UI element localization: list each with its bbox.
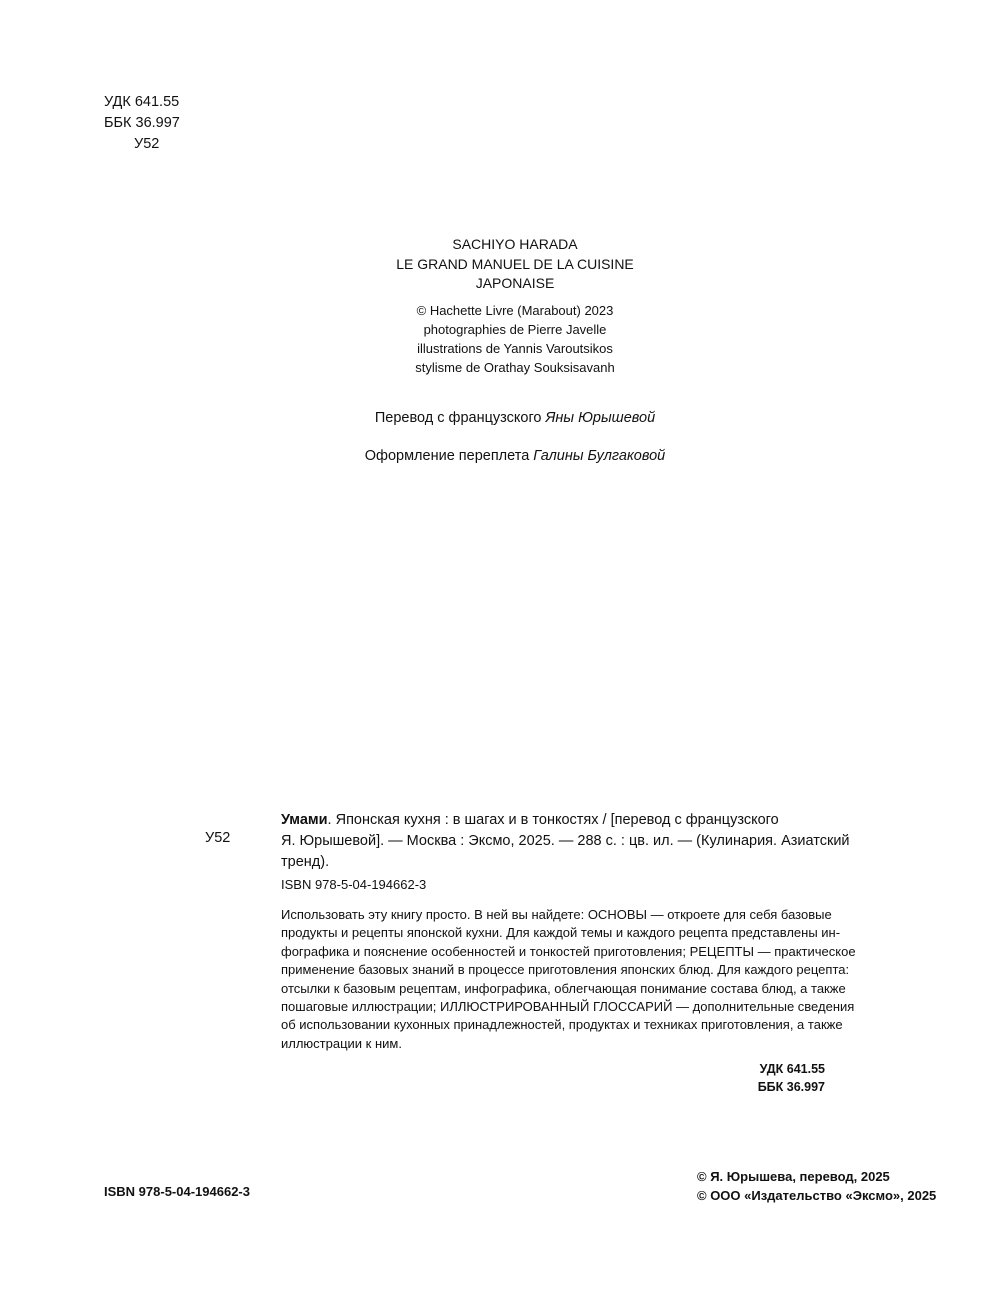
original-author: SACHIYO HARADA bbox=[452, 236, 578, 252]
biblio-line3: тренд). bbox=[281, 854, 330, 870]
illustration-credit: illustrations de Yannis Varoutsikos bbox=[417, 341, 613, 356]
original-credits bbox=[0, 301, 1000, 377]
cover-design-prefix: Оформление переплета bbox=[364, 448, 534, 464]
biblio-line1 bbox=[281, 810, 825, 831]
isbn-footer: ISBN 978-5-04-194662-3 bbox=[104, 1184, 250, 1199]
isbn-inline: ISBN 978-5-04-194662-3 bbox=[281, 877, 427, 892]
copyright-block bbox=[697, 1167, 936, 1205]
bbk-code-right: ББК 36.997 bbox=[757, 1080, 825, 1094]
designer-name: Галины Булгаковой bbox=[533, 448, 666, 464]
udk-code: УДК 641.55 bbox=[104, 94, 180, 110]
cover-design-credit bbox=[0, 448, 1000, 464]
annotation-line: фографика и пояснение особенностей и тонкостей приготовления; РЕЦЕПТЫ — практическое bbox=[281, 943, 856, 959]
biblio-line2: Я. Юрышевой]. — Москва : Эксмо, 2025. — 288 с. : цв. ил. — (Кулинария. Азиатский bbox=[281, 833, 850, 849]
copyright-publisher: © ООО «Издательство «Эксмо», 2025 bbox=[697, 1188, 937, 1203]
annotation-line: Использовать эту книгу просто. В ней вы найдете: ОСНОВЫ — откроете для себя базовые bbox=[281, 907, 832, 922]
classification-block bbox=[104, 92, 180, 155]
annotation-line: иллюстрации к ним. bbox=[281, 1035, 402, 1051]
original-title-line1: LE GRAND MANUEL DE LA CUISINE bbox=[396, 255, 634, 272]
annotation-line: продукты и рецепты японской кухни. Для каждой темы и каждого рецепта представлены ин- bbox=[281, 925, 841, 941]
original-title-line2: JAPONAISE bbox=[475, 275, 555, 291]
translator-name: Яны Юрышевой bbox=[545, 410, 656, 426]
original-edition-block bbox=[0, 235, 1000, 294]
annotation-line: применение базовых знаний в процессе приготовления японских блюд. Для каждого рецепта: bbox=[281, 962, 850, 978]
annotation-line: отсылки к базовым рецептам, инфографика, облегчающая понимание состава блюд, а также bbox=[281, 980, 846, 996]
author-sign: У52 bbox=[134, 136, 160, 152]
annotation-line: об использовании кухонных принадлежностей, продуктах и техниках приготовления, а также bbox=[281, 1017, 843, 1033]
annotation-line: пошаговые иллюстрации; ИЛЛЮСТРИРОВАННЫЙ ГЛОССАРИЙ — дополнительные сведения bbox=[281, 999, 855, 1015]
biblio-line1-rest: . Японская кухня : в шагах и в тонкостях / [перевод с французского bbox=[327, 812, 779, 828]
original-copyright: © Hachette Livre (Marabout) 2023 bbox=[416, 303, 614, 318]
copyright-translation: © Я. Юрышева, перевод, 2025 bbox=[697, 1169, 890, 1184]
udk-code-right: УДК 641.55 bbox=[759, 1062, 825, 1076]
classification-codes-right bbox=[600, 1060, 825, 1096]
biblio-code: У52 bbox=[205, 830, 231, 846]
annotation bbox=[281, 906, 856, 1053]
translation-credit bbox=[0, 410, 1000, 426]
styling-credit: stylisme de Orathay Souksisavanh bbox=[415, 360, 615, 375]
bibliographic-record bbox=[281, 810, 850, 873]
translation-prefix: Перевод с французского bbox=[374, 410, 546, 426]
book-title: Умами bbox=[281, 812, 328, 828]
photo-credit: photographies de Pierre Javelle bbox=[423, 322, 607, 337]
bbk-code: ББК 36.997 bbox=[104, 115, 180, 131]
